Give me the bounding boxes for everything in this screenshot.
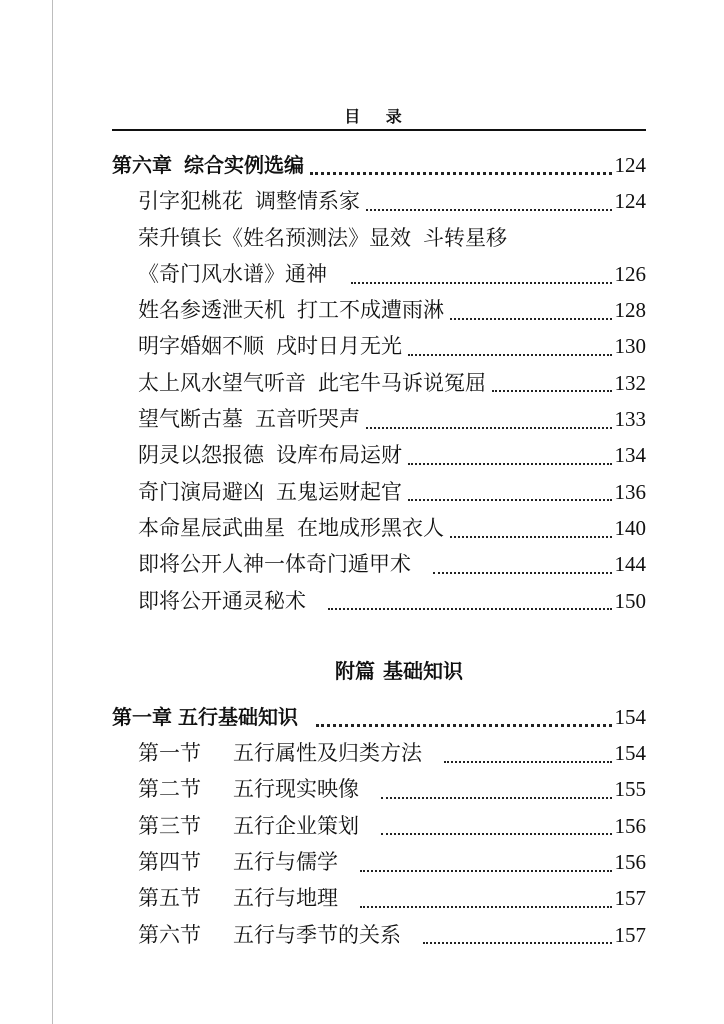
- toc-entry[interactable]: [112, 328, 646, 364]
- entry-title: 即将公开通灵秘术: [138, 588, 306, 613]
- toc-section[interactable]: [112, 771, 646, 807]
- dot-leader: [408, 353, 612, 356]
- entry-title: 荣升镇长《姓名预测法》显效: [138, 225, 411, 250]
- entry-title: 阴灵以怨报德: [138, 443, 264, 468]
- dot-leader: [444, 760, 612, 763]
- entry-subtitle: 打工不成遭雨淋: [297, 298, 444, 323]
- entry-title: 本命星辰武曲星: [138, 515, 285, 540]
- page-number: 126: [614, 261, 646, 286]
- page-title: 目 录: [344, 107, 412, 126]
- section-number: 第三节: [138, 813, 201, 838]
- toc-chapter-1[interactable]: [112, 699, 646, 735]
- entry-title: 即将公开人神一体奇门遁甲术: [138, 552, 411, 577]
- dot-leader: [381, 796, 612, 799]
- page-number: 157: [614, 886, 646, 911]
- dot-leader: [408, 462, 612, 465]
- toc-section[interactable]: [112, 917, 646, 953]
- dot-leader: [450, 535, 612, 538]
- chapter-number: 第六章: [112, 153, 172, 177]
- toc-entry[interactable]: [112, 365, 646, 401]
- entry-subtitle: 五鬼运财起官: [276, 479, 402, 504]
- toc-entry[interactable]: [112, 220, 646, 256]
- dot-leader: [433, 571, 612, 574]
- chapter-title: 五行基础知识: [178, 704, 298, 729]
- page-number: 133: [614, 407, 646, 432]
- entry-title: 太上风水望气听音: [138, 370, 306, 395]
- dot-leader: [423, 941, 612, 944]
- dot-leader: [450, 317, 612, 320]
- section-number: 第六节: [138, 922, 201, 947]
- dot-leader: [408, 498, 612, 501]
- dot-leader: [351, 281, 612, 284]
- chapter-number: 第一章: [112, 704, 172, 729]
- page-number: 156: [614, 850, 646, 875]
- section-title: 五行与季节的关系: [233, 922, 401, 947]
- entry-subtitle: 斗转星移: [423, 225, 507, 250]
- dot-leader: [316, 723, 612, 727]
- chapter-title: 综合实例选编: [184, 153, 304, 177]
- toc-entry[interactable]: [112, 437, 646, 473]
- entry-subtitle: 此宅牛马诉说冤屈: [318, 370, 486, 395]
- appendix-label: 附篇: [335, 658, 375, 683]
- entry-subtitle: 五音听哭声: [255, 407, 360, 432]
- toc-section[interactable]: [112, 844, 646, 880]
- entry-title: 姓名参透泄天机: [138, 298, 285, 323]
- dot-leader: [328, 607, 612, 610]
- page-number: 144: [614, 552, 646, 577]
- entry-title: 奇门演局避凶: [138, 479, 264, 504]
- page-number: 134: [614, 443, 646, 468]
- toc-entry[interactable]: [112, 474, 646, 510]
- toc-entry[interactable]: [112, 292, 646, 328]
- page-number: 128: [614, 298, 646, 323]
- toc-entry[interactable]: [112, 183, 646, 219]
- table-of-contents: [112, 147, 646, 953]
- page-number: 155: [614, 777, 646, 802]
- page-number: 136: [614, 479, 646, 504]
- page-number: 124: [614, 153, 646, 177]
- dot-leader: [366, 208, 612, 211]
- appendix-heading: [112, 619, 646, 699]
- toc-entry[interactable]: [112, 401, 646, 437]
- page-number: 140: [614, 515, 646, 540]
- section-number: 第五节: [138, 886, 201, 911]
- toc-entry[interactable]: [112, 256, 646, 292]
- page-number: 157: [614, 922, 646, 947]
- page-number: 154: [614, 704, 646, 729]
- toc-entry[interactable]: [112, 546, 646, 582]
- dot-leader: [360, 905, 612, 908]
- section-number: 第一节: [138, 741, 201, 766]
- dot-leader: [360, 869, 612, 872]
- section-title: 五行现实映像: [233, 777, 359, 802]
- toc-entry[interactable]: [112, 583, 646, 619]
- entry-subtitle: 设库布局运财: [276, 443, 402, 468]
- toc-chapter-6[interactable]: [112, 147, 646, 183]
- entry-subtitle: 调整情系家: [255, 189, 360, 214]
- page-number: 154: [614, 741, 646, 766]
- dot-leader: [310, 171, 612, 175]
- entry-title: 望气断古墓: [138, 407, 243, 432]
- dot-leader: [366, 426, 612, 429]
- entry-title: 引字犯桃花: [138, 189, 243, 214]
- appendix-title: 基础知识: [383, 658, 463, 683]
- toc-section[interactable]: [112, 735, 646, 771]
- entry-title: 《奇门风水谱》通神: [138, 261, 327, 286]
- dot-leader: [381, 832, 612, 835]
- section-number: 第四节: [138, 850, 201, 875]
- dot-leader: [492, 389, 612, 392]
- header-divider: [112, 129, 646, 131]
- toc-entry[interactable]: [112, 510, 646, 546]
- page-number: 130: [614, 334, 646, 359]
- section-title: 五行属性及归类方法: [233, 741, 422, 766]
- page-number: 124: [614, 189, 646, 214]
- section-title: 五行与儒学: [233, 850, 338, 875]
- entry-title: 明字婚姻不顺: [138, 334, 264, 359]
- entry-subtitle: 戌时日月无光: [276, 334, 402, 359]
- page-number: 132: [614, 370, 646, 395]
- section-number: 第二节: [138, 777, 201, 802]
- toc-section[interactable]: [112, 880, 646, 916]
- toc-section[interactable]: [112, 808, 646, 844]
- page-number: 156: [614, 813, 646, 838]
- page-margin-line: [52, 0, 53, 1024]
- entry-subtitle: 在地成形黑衣人: [297, 515, 444, 540]
- section-title: 五行企业策划: [233, 813, 359, 838]
- section-title: 五行与地理: [233, 886, 338, 911]
- page-number: 150: [614, 588, 646, 613]
